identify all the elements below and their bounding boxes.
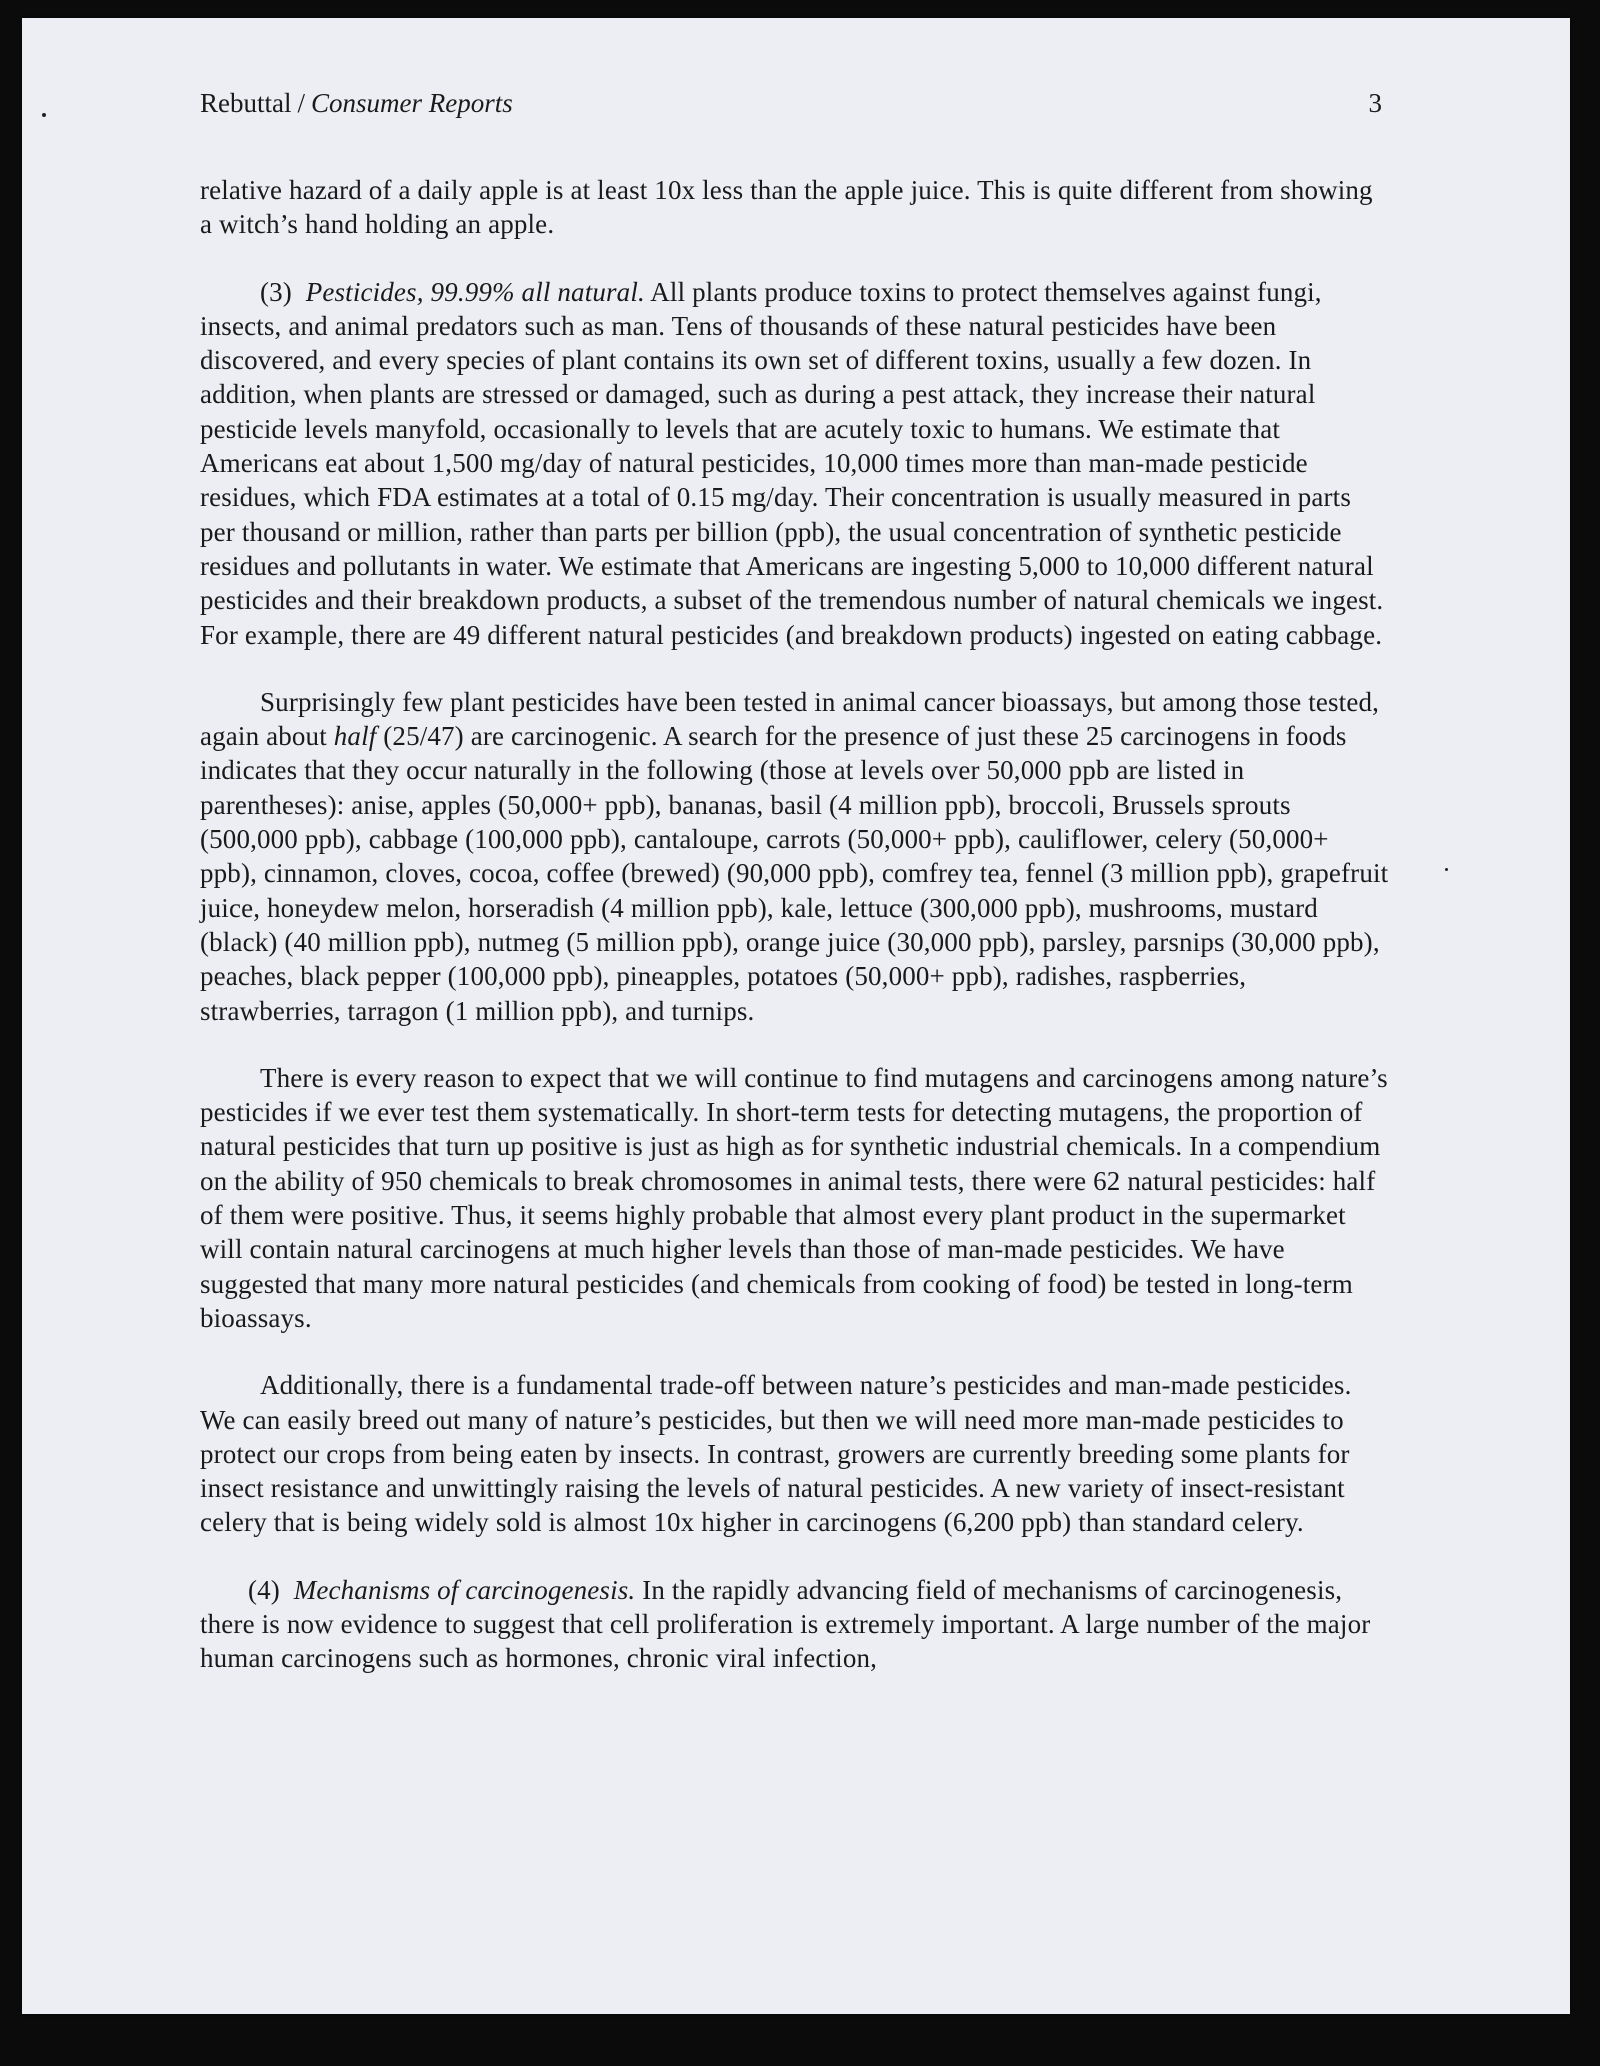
margin-mark xyxy=(42,113,46,117)
emphasis: half xyxy=(333,721,377,752)
paragraph-tradeoff: Additionally, there is a fundamental trade-off between nature’s pesticides and man-made pesticides. We can easily breed out many of nature’s pesticides, but then we will need more man-made pesticides to protect our crops from being eaten by insects. In contrast, growers are currently breeding some plants for insect resistance and unwittingly raising the levels of natural pesticides. A new variety of insect-resistant celery that is being widely sold is almost 10x higher in carcinogens (6,200 ppb) than standard celery. xyxy=(200,1370,1352,1538)
document-body xyxy=(200,173,1390,1709)
paragraph-pesticides xyxy=(200,275,1390,652)
header-separator: / xyxy=(297,88,305,118)
header-title xyxy=(200,88,513,119)
paragraph-continuation: relative hazard of a daily apple is at least 10x less than the apple juice. This is quite different from showing a witch’s hand holding an apple. xyxy=(200,175,1373,240)
paragraph-text: (25/47) are carcinogenic. A search for the presence of just these 25 carcinogens in foods indicates that they occur naturally in the following (those at levels over 50,000 ppb are listed in parentheses): anise, apples (50,000+ ppb), bananas, basil (4 million ppb), broccoli, Brussels sprouts (500,000 ppb), cabbage (100,000 ppb), cantaloupe, carrots (50,000+ ppb), cauliflower, celery (50,000+ ppb), cinnamon, cloves, cocoa, coffee (brewed) (90,000 ppb), comfrey tea, fennel (3 million ppb), grapefruit juice, honeydew melon, horseradish (4 million ppb), kale, lettuce (300,000 ppb), mushrooms, mustard (black) (40 million ppb), nutmeg (5 million ppb), orange juice (30,000 ppb), parsley, parsnips (30,000 ppb), peaches, black pepper (100,000 ppb), pineapples, potatoes (50,000+ ppb), radishes, raspberries, strawberries, tarragon (1 million ppb), and turnips. xyxy=(200,721,1389,1026)
section-number: (3) xyxy=(260,276,292,307)
paper-sheet xyxy=(22,18,1570,2014)
paragraph-text: Surprisingly few plant pesticides have been tested in animal cancer bioassays, but among those tested, again about xyxy=(200,686,1380,752)
paragraph-text: All plants produce toxins to protect themselves against fungi, insects, and animal predators such as man. Tens of thousands of these natural pesticides have been discovered, and every species of plant contains its own set of different toxins, usually a few dozen. In addition, when plants are stressed or damaged, such as during a pest attack, they increase their natural pesticide levels manyfold, occasionally to levels that are acutely toxic to humans. We estimate that Americans eat about 1,500 mg/day of natural pesticides, 10,000 times more than man-made pesticide residues, which FDA estimates at a total of 0.15 mg/day. Their concentration is usually measured in parts per thousand or million, rather than parts per billion (ppb), the usual concentration of synthetic pesticide residues and pollutants in water. We estimate that Americans are ingesting 5,000 to 10,000 different natural pesticides and their breakdown products, a subset of the tremendous number of natural chemicals we ingest. For example, there are 49 different natural pesticides (and breakdown products) ingested on eating cabbage. xyxy=(200,276,1384,650)
page-number: 3 xyxy=(1368,88,1382,118)
journal-name: Consumer Reports xyxy=(311,88,513,118)
running-title: Rebuttal xyxy=(200,88,292,118)
paragraph-text: In the rapidly advancing field of mechanisms of carcinogenesis, there is now evidence to suggest that cell proliferation is extremely important. A large number of the major human carcinogens such as hormones, chronic viral infection, xyxy=(200,1574,1371,1674)
paragraph-plant-pesticides xyxy=(200,685,1390,1028)
section-number: (4) xyxy=(248,1574,280,1605)
paragraph-mutagens: There is every reason to expect that we will continue to find mutagens and carcinogens among nature’s pesticides if we ever test them systematically. In short-term tests for detecting mutagens, the proportion of natural pesticides that turn up positive is just as high as for synthetic industrial chemicals. In a compendium on the ability of 950 chemicals to break chromosomes in animal tests, there were 62 natural pesticides: half of them were positive. Thus, it seems highly probable that almost every plant product in the supermarket will contain natural carcinogens at much higher levels than those of man-made pesticides. We have suggested that many more natural pesticides (and chemicals from cooking of food) be tested in long-term bioassays. xyxy=(200,1062,1388,1333)
section-title: Mechanisms of carcinogenesis. xyxy=(293,1574,636,1605)
section-title: Pesticides, 99.99% all natural. xyxy=(305,276,645,307)
page-header xyxy=(200,88,1390,128)
margin-mark xyxy=(1445,868,1448,871)
paragraph-mechanisms xyxy=(200,1573,1390,1676)
